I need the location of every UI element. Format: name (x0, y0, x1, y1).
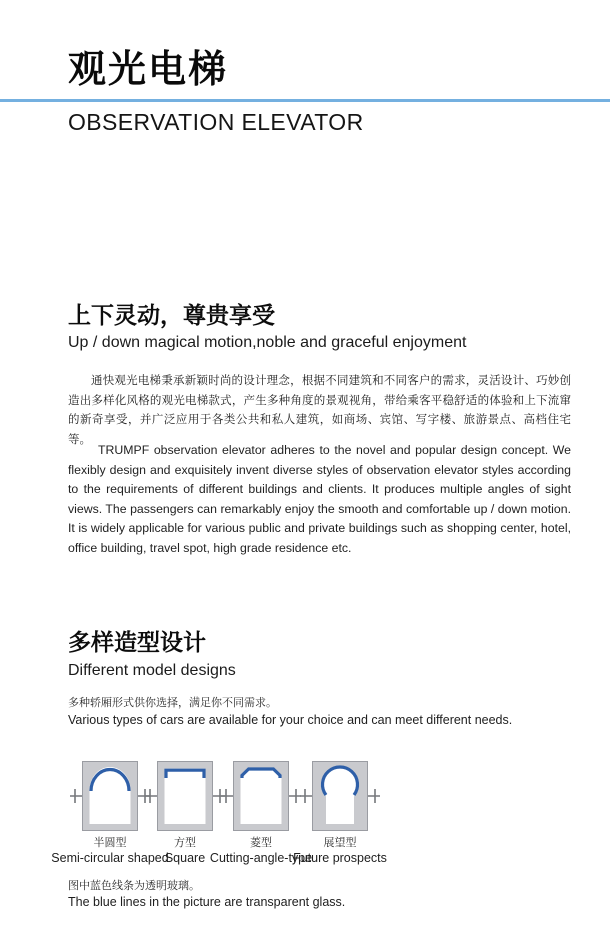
models-section-heading: 多样造型设计 (68, 629, 206, 655)
car-label-english: Future prospects (293, 851, 387, 865)
glass-note-chinese: 图中蓝色线条为透明玻璃。 (68, 880, 200, 892)
models-section-heading-english: Different model designs (68, 662, 236, 679)
title-divider-rule (0, 99, 610, 102)
models-intro-chinese: 多种轿厢形式供你选择，满足你不同需求。 (68, 697, 277, 709)
glass-note-english: The blue lines in the picture are transparent glass. (68, 895, 346, 909)
car-label-chinese: 菱型 (250, 837, 272, 849)
car-label-chinese: 展望型 (323, 837, 357, 849)
car-label-english: Cutting-angle-type (209, 851, 313, 865)
car-label-chinese: 半圆型 (93, 837, 127, 849)
car-figure-future-prospects (265, 755, 415, 865)
car-label-chinese: 方型 (174, 837, 196, 849)
motion-section-heading-english: Up / down magical motion,noble and graceful enjoyment (68, 334, 467, 351)
page-title: 观光电梯 (68, 49, 229, 91)
car-label-english: Semi-circular shaped (51, 851, 169, 865)
car-label-english: Square (164, 851, 206, 865)
car-shape-diagrams (0, 755, 610, 867)
motion-paragraph-chinese: 通快观光电梯秉承新颖时尚的设计理念，根据不同建筑和不同客户的需求，灵活设计、巧妙创造出多样化风格的观光电梯款式，产生多种角度的景观视角，带给乘客平稳舒适的体验和上下流窜的新奇享受，并广泛应用于各类公共和私人建筑，如商场、宾馆、写字楼、旅游景点、高档住宅等。 (68, 375, 571, 446)
motion-section-heading: 上下灵动，尊贵享受 (68, 302, 275, 328)
page-title-english: OBSERVATION ELEVATOR (68, 109, 364, 135)
models-intro-english: Various types of cars are available for your choice and can meet different needs. (68, 713, 513, 727)
car-shape-future-prospects-icon (300, 761, 380, 831)
motion-paragraph-english: TRUMPF observation elevator adheres to the novel and popular design concept. We flexibly design and exquisitely invent diverse styles of observation elevator styles according to the requirements of different buildings and clients. It produces multiple angles of sight views. The passengers can remarkably enjoy the smooth and comfortable up / down motion. It is widely applicable for various public and private buildings such as shopping center, hotel, office building, travel spot, high grade residence etc. (68, 443, 571, 555)
